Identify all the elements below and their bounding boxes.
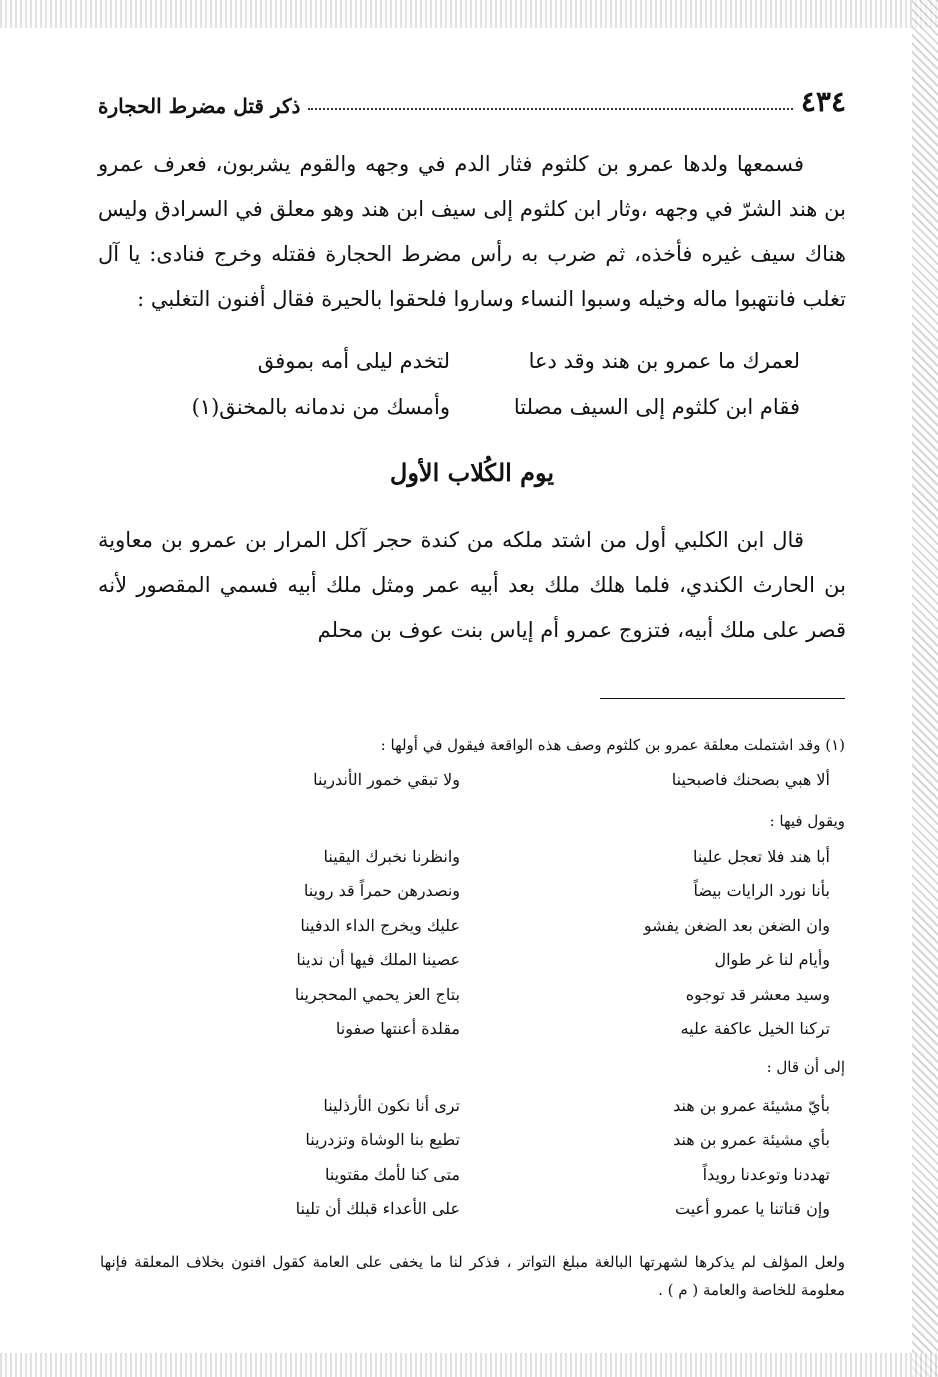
hemistich-second: تطيع بنا الوشاة وتزدرينا <box>305 1130 460 1150</box>
footnote-note <box>100 1248 845 1304</box>
paragraph-1-text: فسمعها ولدها عمرو بن كلثوم فثار الدم في وجهه والقوم يشربون، فعرف عمرو بن هند الشرّ في وجهه ،وثار ابن كلثوم إلى سيف ابن هند وهو معلق في السرادق وليس هناك سيف غيره فأخذه، ثم ضرب به رأس مضرط الحجارة فقتله وخرج فنادى: يا آل تغلب فانتهبوا ماله وخيله وسبوا النساء وساروا فلحقوا بالحيرة فقال أفنون التغلبي : <box>98 152 846 311</box>
verse-line <box>150 1192 830 1227</box>
hemistich-first: وإن قناتنا يا عمرو أعيت <box>675 1199 830 1219</box>
hemistich-second: ونصدرهن حمراً قد روينا <box>303 881 460 901</box>
hemistich-first: ألا هبي بصحنك فاصبحينا <box>671 769 830 789</box>
footnote-verse-a <box>150 762 830 797</box>
hemistich-second: وانظرنا نخبرك اليقينا <box>323 846 460 866</box>
verse-line <box>150 977 830 1012</box>
hemistich-first: وأيام لنا غر طوال <box>714 950 830 970</box>
poem-1-verse <box>150 338 800 384</box>
hemistich-first: تركنا الخيل عاكفة عليه <box>680 1019 830 1039</box>
verse-line <box>150 762 830 797</box>
poem-1-verse <box>150 384 800 430</box>
footnote-verse-c <box>150 1088 830 1226</box>
hemistich-first: بأي مشيئة عمرو بن هند <box>673 1130 830 1150</box>
hemistich-first: لعمرك ما عمرو بن هند وقد دعا <box>528 349 800 373</box>
section-heading: يوم الكُلاب الأول <box>389 458 555 487</box>
page-header <box>98 82 846 118</box>
hemistich-second: مقلدة أعنتها صفونا <box>335 1019 460 1039</box>
hemistich-second: بتاج العز يحمي المحجرينا <box>294 984 460 1004</box>
footnote-separator <box>600 698 845 699</box>
paragraph-2-text: قال ابن الكلبي أول من اشتد ملكه من كندة حجر آكل المرار بن عمرو بن معاوية بن الحارث الكندي، فلما هلك ملك بعد أبيه عمر ومثل ملك أبيه فسمي المقصور لأنه قصر على ملك أبيه، فتزوج عمرو أم إياس بنت عوف بن محلم <box>98 528 846 642</box>
hemistich-second: لتخدم ليلى أمه بموفق <box>257 349 450 373</box>
hemistich-second: وأمسك من ندمانه بالمخنق(١) <box>191 395 450 419</box>
hemistich-first: وسيد معشر قد توجوه <box>685 984 830 1004</box>
hemistich-first: فقام ابن كلثوم إلى السيف مصلتا <box>513 395 800 419</box>
paragraph-2 <box>98 518 846 653</box>
poem-1 <box>150 338 800 430</box>
verse-line <box>150 943 830 978</box>
verse-line <box>150 1088 830 1123</box>
verse-line <box>150 1157 830 1192</box>
hemistich-second: متى كنا لأمك مقتوينا <box>324 1164 460 1184</box>
footnote-label-c: إلى أن قال : <box>766 1058 845 1076</box>
footnote-verse-b <box>150 839 830 1046</box>
footnote-label-b: ويقول فيها : <box>769 812 845 830</box>
hemistich-first: تهددنا وتوعدنا رويداً <box>702 1164 830 1184</box>
verse-line <box>150 839 830 874</box>
hemistich-second: على الأعداء قبلك أن تلينا <box>295 1199 460 1219</box>
hemistich-first: بأنا نورد الرايات بيضاً <box>693 881 830 901</box>
hemistich-second: ترى أنا نكون الأرذلينا <box>323 1095 460 1115</box>
running-title: ذكر قتل مضرط الحجارة <box>98 94 301 118</box>
verse-line <box>150 908 830 943</box>
footnote-note-text: ولعل المؤلف لم يذكرها لشهرتها البالغة مبلغ التواتر ، فذكر لنا ما يخفى على العامة كقول افنون بخلاف المعلقة فإنها معلومة للخاصة والعامة ( م ) . <box>100 1253 845 1299</box>
verse-line <box>150 1123 830 1158</box>
hemistich-first: بأيّ مشيئة عمرو بن هند <box>673 1095 830 1115</box>
hemistich-first: وان الضغن بعد الضغن يفشو <box>643 915 830 935</box>
header-dotted-leader <box>308 108 792 110</box>
verse-line <box>150 1012 830 1047</box>
verse-line <box>150 874 830 909</box>
hemistich-second: عليك ويخرج الداء الدفينا <box>300 915 460 935</box>
hemistich-second: ولا تبقي خمور الأندرينا <box>313 769 460 789</box>
footnote-intro: (١) وقد اشتملت معلقة عمرو بن كلثوم وصف هذه الواقعة فيقول في أولها : <box>380 736 845 754</box>
hemistich-second: عصينا الملك فيها أن ندينا <box>296 950 460 970</box>
page-number: ٤٣٤ <box>800 85 846 118</box>
paragraph-1 <box>98 142 846 322</box>
hemistich-first: أبا هند فلا تعجل علينا <box>693 846 830 866</box>
